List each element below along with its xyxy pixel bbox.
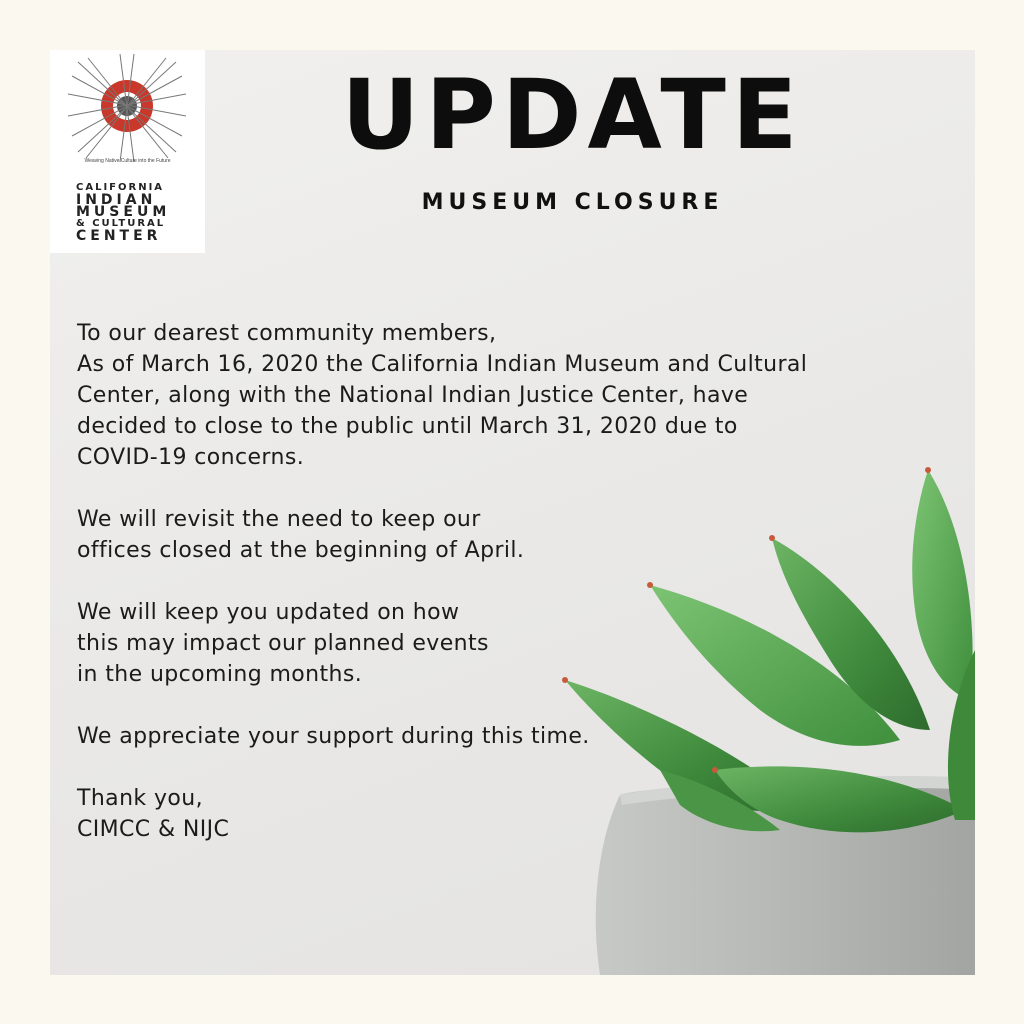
closure-message <box>77 318 957 845</box>
woven-basket-logo-icon <box>68 54 186 172</box>
wordmark-line: & CULTURAL <box>76 218 166 229</box>
wordmark-line: MUSEUM <box>76 204 171 220</box>
message-paragraph-support: We appreciate your support during this time. <box>77 724 590 749</box>
wordmark-line: CENTER <box>76 228 162 244</box>
message-paragraph-intro: To our dearest community members, As of March 16, 2020 the California Indian Museum and Cultural Center, along with the National Indian Justice Center, have decided to close to the public until March 31, 2020 due to COVID-19 concerns. <box>77 321 808 470</box>
message-paragraph-revisit: We will revisit the need to keep our offices closed at the beginning of April. <box>77 507 525 563</box>
message-signature: Thank you, CIMCC & NIJC <box>77 786 230 842</box>
logo-tagline: Weaving Native Culture into the Future <box>84 158 171 164</box>
message-paragraph-events: We will keep you updated on how this may impact our planned events in the upcoming months. <box>77 600 489 687</box>
headline: UPDATE <box>341 59 804 171</box>
museum-logo <box>50 50 205 253</box>
subtitle: MUSEUM CLOSURE <box>421 190 724 215</box>
announcement-card <box>50 50 975 975</box>
wordmark-line: INDIAN <box>76 192 157 208</box>
logo-wordmark <box>76 182 186 242</box>
wordmark-line: CALIFORNIA <box>76 182 165 193</box>
